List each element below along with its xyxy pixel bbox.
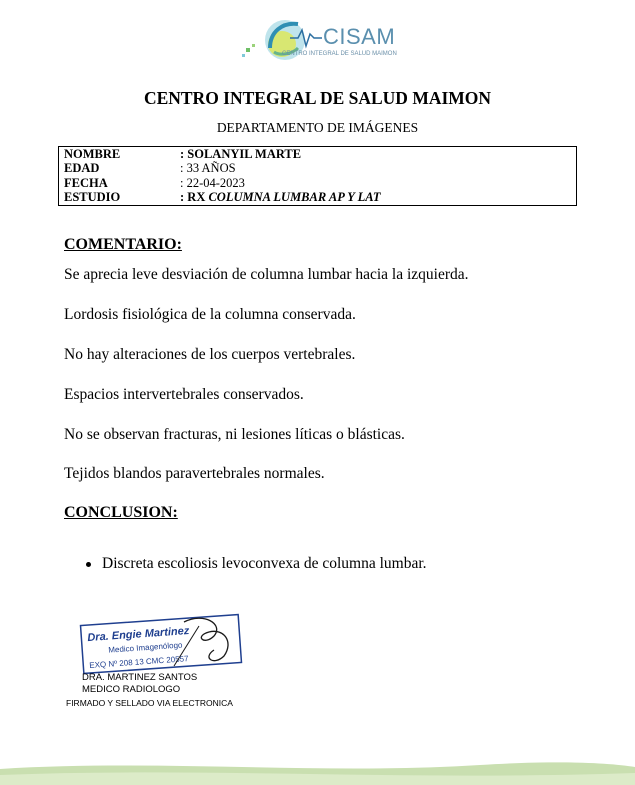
- signature-footer: FIRMADO Y SELLADO VIA ELECTRONICA: [66, 698, 233, 708]
- stamp-title-text: Medico Imagenólogo: [107, 640, 183, 655]
- comentario-paragraph: Tejidos blandos paravertebrales normales.: [64, 465, 325, 482]
- patient-info-box: [58, 146, 577, 206]
- signer-block: [82, 672, 197, 696]
- comentario-heading: COMENTARIO:: [64, 236, 182, 253]
- comentario-paragraph: Lordosis fisiológica de la columna conservada.: [64, 306, 356, 323]
- logo-brand: CISAM: [323, 24, 396, 49]
- comentario-paragraph: No se observan fracturas, ni lesiones líticas o blásticas.: [64, 426, 405, 443]
- signer-title: MEDICO RADIOLOGO: [82, 684, 181, 695]
- conclusion-heading: CONCLUSION:: [64, 504, 178, 521]
- department-title: DEPARTAMENTO DE IMÁGENES: [216, 120, 419, 135]
- footer-wave: [0, 745, 635, 785]
- bullet-icon: [86, 562, 91, 567]
- stamp-name-text: Dra. Engie Martinez: [86, 625, 190, 645]
- value-estudio: [180, 190, 380, 204]
- page-title: CENTRO INTEGRAL DE SALUD MAIMON: [143, 88, 492, 108]
- label-nombre: NOMBRE: [64, 147, 121, 161]
- logo-subtitle: CENTRO INTEGRAL DE SALUD MAIMON: [282, 51, 397, 57]
- value-estudio-study: COLUMNA LUMBAR AP Y LAT: [208, 190, 381, 204]
- value-edad: : 33 AÑOS: [180, 161, 236, 175]
- value-nombre: : SOLANYIL MARTE: [180, 147, 302, 161]
- signer-name: DRA. MARTINEZ SANTOS: [82, 672, 198, 683]
- comentario-paragraph: Espacios intervertebrales conservados.: [64, 386, 304, 403]
- label-fecha: FECHA: [64, 176, 108, 190]
- label-estudio: ESTUDIO: [64, 190, 121, 204]
- value-estudio-prefix: : RX: [180, 190, 209, 204]
- comentario-paragraph: No hay alteraciones de los cuerpos vertebrales.: [64, 346, 356, 363]
- value-fecha: : 22-04-2023: [180, 176, 245, 190]
- stamp-number-text: EXQ Nº 208 13 CMC 20557: [89, 654, 189, 671]
- label-edad: EDAD: [64, 161, 100, 175]
- conclusion-text: Discreta escoliosis levoconvexa de columna lumbar.: [102, 555, 427, 572]
- signature-stamp: [74, 606, 249, 676]
- comentario-paragraph: Se aprecia leve desviación de columna lumbar hacia la izquierda.: [64, 266, 469, 283]
